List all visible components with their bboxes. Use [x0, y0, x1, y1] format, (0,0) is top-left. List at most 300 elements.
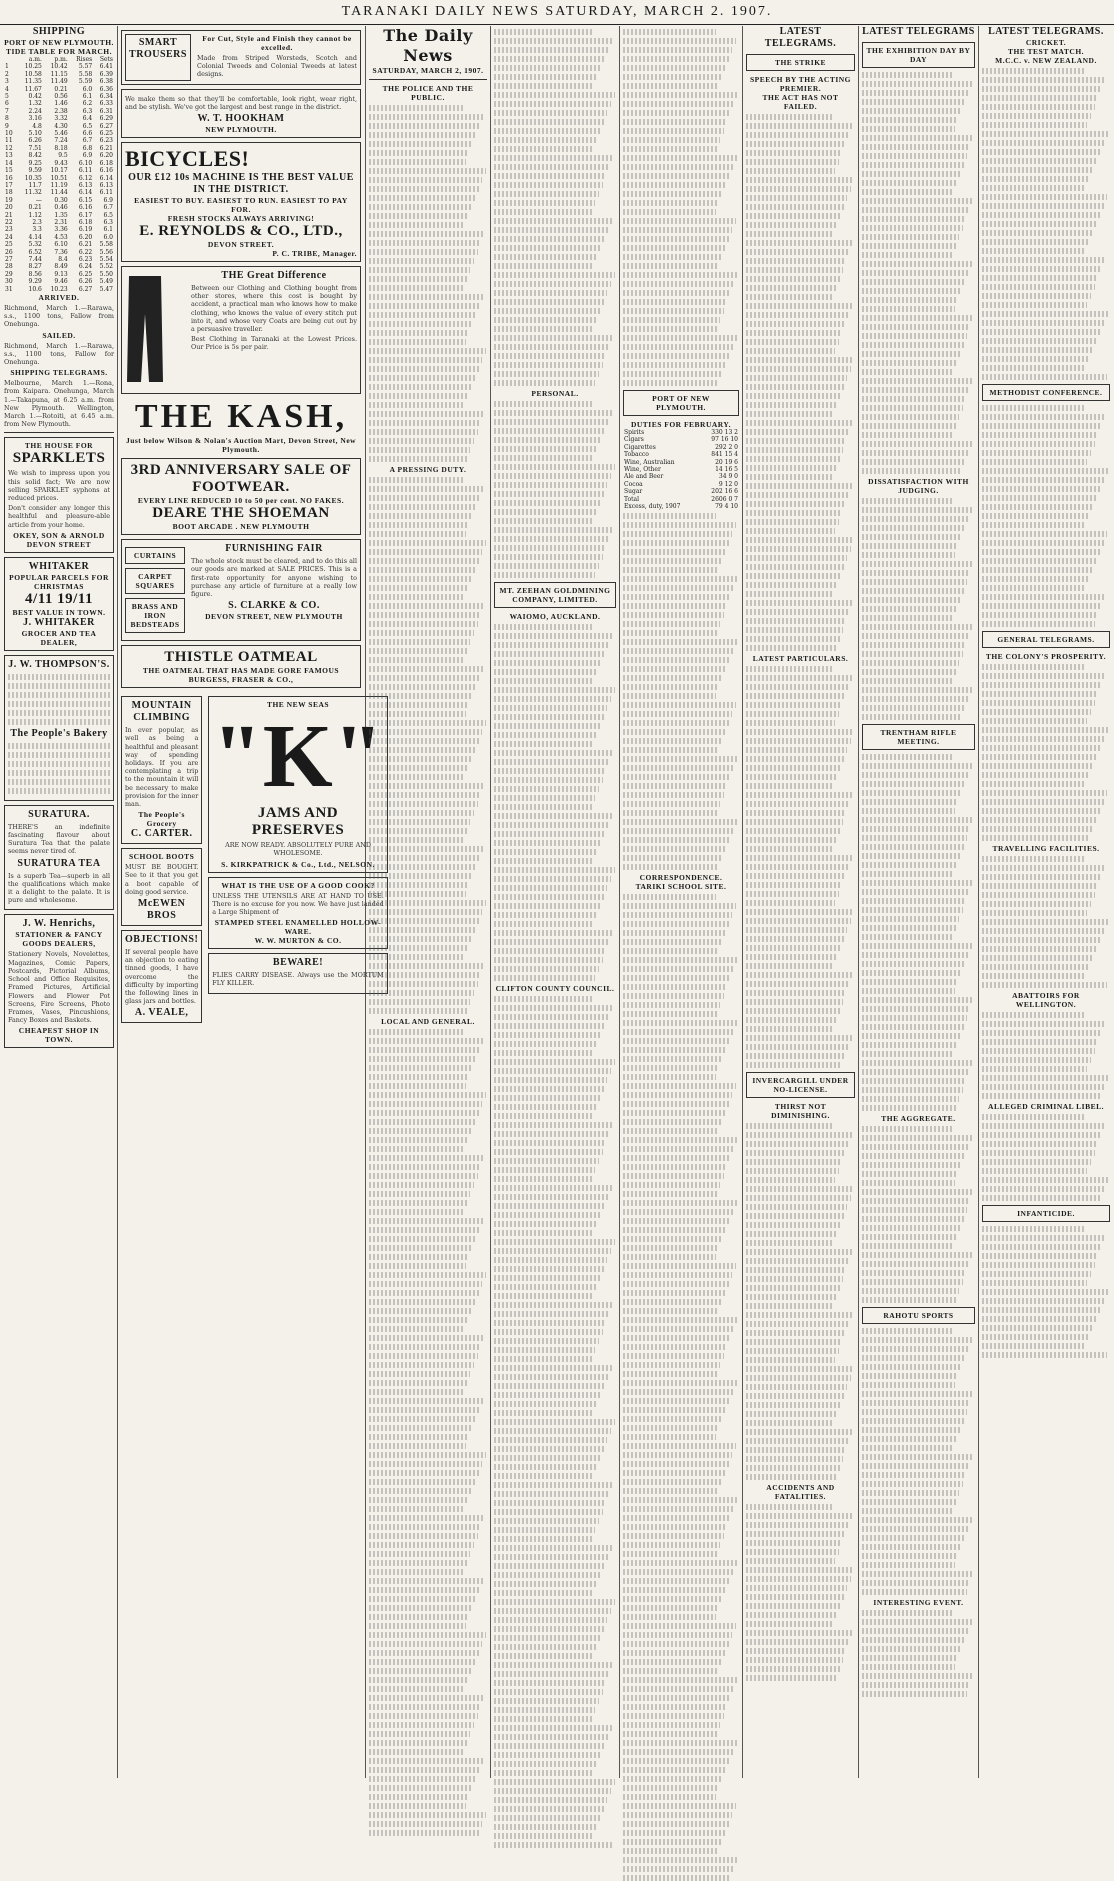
telegrams-heading: SHIPPING TELEGRAMS.	[10, 368, 108, 378]
text-line	[623, 549, 725, 555]
text-line	[494, 1302, 614, 1308]
text-line	[746, 294, 833, 300]
text-line	[494, 1554, 609, 1560]
text-line	[494, 254, 598, 260]
text-line	[369, 1155, 485, 1161]
article-body	[494, 996, 616, 1848]
text-line	[623, 1722, 720, 1728]
arrived-heading: ARRIVED.	[38, 293, 80, 302]
text-line	[982, 531, 1107, 537]
text-line	[623, 1191, 717, 1197]
article-body	[862, 1610, 975, 1697]
text-line	[746, 1456, 843, 1462]
text-line	[862, 252, 952, 258]
text-line	[862, 781, 965, 787]
text-line	[862, 1135, 972, 1141]
table-row: 2 10.58 11.15 5.58 6.39	[5, 70, 113, 78]
text-line	[862, 1033, 960, 1039]
text-line	[982, 414, 1106, 420]
text-line	[623, 702, 736, 708]
text-line	[746, 159, 839, 165]
text-line	[623, 693, 716, 699]
ad-title: 3RD ANNIVERSARY SALE OF FOOTWEAR.	[130, 462, 352, 496]
article-heading: TARIKI SCHOOL SITE.	[635, 882, 727, 892]
text-line	[494, 1815, 600, 1821]
text-line	[746, 420, 853, 426]
text-line	[369, 1008, 467, 1014]
text-line	[369, 981, 478, 987]
text-line	[746, 918, 851, 924]
text-line	[862, 288, 961, 294]
ad-heading: The People's Grocery	[138, 810, 185, 829]
text-line	[623, 1785, 719, 1791]
text-line	[494, 545, 606, 551]
text-line	[982, 808, 1100, 814]
text-line	[623, 1632, 732, 1638]
text-line	[982, 68, 1084, 74]
text-line	[862, 225, 963, 231]
text-line	[982, 329, 1101, 335]
text-line	[494, 921, 593, 927]
text-line	[494, 1194, 609, 1200]
text-line	[746, 1213, 844, 1219]
text-line	[862, 1096, 959, 1102]
text-line	[494, 1788, 611, 1794]
text-line	[862, 687, 972, 693]
text-line	[494, 1599, 615, 1605]
text-line	[982, 104, 1095, 110]
article-heading: THE COLONY'S PROSPERITY.	[985, 652, 1107, 661]
text-line	[982, 212, 1100, 218]
text-line	[623, 1389, 733, 1395]
text-line	[862, 162, 964, 168]
text-line	[369, 1551, 470, 1557]
text-line	[369, 747, 475, 753]
ad-title: OBJECTIONS!	[125, 934, 199, 946]
text-line	[746, 1195, 851, 1201]
text-line	[623, 218, 736, 224]
text-line	[746, 474, 833, 480]
text-line	[623, 1830, 725, 1836]
text-line	[862, 1207, 967, 1213]
text-line	[746, 738, 851, 744]
text-line	[494, 227, 609, 233]
ad-text: We wish to impress upon you this solid fact; We are now selling SPARKLET syphons at reduced prices.	[8, 469, 110, 503]
text-line	[494, 308, 600, 314]
text-line	[623, 540, 729, 546]
text-line	[862, 324, 970, 330]
text-line	[746, 792, 853, 798]
text-line	[623, 1686, 734, 1692]
text-line	[746, 882, 842, 888]
ad-heading: OUR £12 10s MACHINE IS THE BEST VALUE IN THE DISTRICT.	[128, 172, 354, 196]
text-line	[746, 393, 841, 399]
text-line	[862, 459, 965, 465]
text-line	[862, 534, 961, 540]
text-line	[623, 720, 729, 726]
text-line	[982, 167, 1093, 173]
text-line	[862, 1472, 966, 1478]
text-line	[369, 1218, 483, 1224]
paper-date: SATURDAY, MARCH 2, 1907.	[372, 66, 484, 75]
text-line	[494, 1464, 596, 1470]
text-line	[862, 1445, 954, 1451]
article-heading: THE TEST MATCH.	[1007, 47, 1085, 56]
text-line	[369, 1713, 478, 1719]
text-line	[623, 1866, 734, 1872]
text-line	[494, 1320, 606, 1326]
text-line	[623, 1380, 737, 1386]
text-line	[982, 441, 1095, 447]
text-line	[982, 320, 1105, 326]
text-line	[623, 209, 716, 215]
article-body	[369, 477, 487, 1014]
text-line	[623, 38, 736, 44]
text-line	[494, 299, 604, 305]
text-line	[746, 384, 844, 390]
ad-text: In ever popular, as well as being a healthful and pleasant way of spending holidays. If you are contemplating a trip to the mountain it will be necessary to make provision for the inner man.	[125, 726, 199, 809]
text-line	[982, 817, 1096, 823]
text-line	[494, 948, 606, 954]
text-line	[494, 491, 604, 497]
text-line	[369, 1488, 472, 1494]
ad-firm: W. T. HOOKHAM	[197, 113, 285, 125]
text-line	[982, 77, 1106, 83]
text-line	[623, 1515, 731, 1521]
text-line	[982, 772, 1090, 778]
text-line	[494, 750, 614, 756]
text-line	[623, 1065, 719, 1071]
beware-ad	[208, 953, 387, 993]
text-line	[982, 1150, 1095, 1156]
ad-address: NEW PLYMOUTH.	[205, 125, 277, 135]
footwear-ad	[121, 458, 361, 535]
text-line	[623, 648, 733, 654]
text-line	[623, 657, 730, 663]
text-line	[746, 1168, 839, 1174]
text-line	[746, 936, 844, 942]
article-body	[746, 1504, 855, 1681]
text-line	[494, 290, 607, 296]
text-line	[494, 1626, 604, 1632]
text-line	[746, 720, 835, 726]
text-line	[746, 645, 836, 651]
ad-prices: 4/11 19/11	[25, 590, 93, 607]
text-line	[369, 1605, 473, 1611]
text-line	[369, 114, 483, 120]
table-row: 21 1.12 1.35 6.17 6.5	[5, 211, 113, 219]
text-line	[369, 666, 483, 672]
text-line	[369, 729, 482, 735]
text-line	[862, 1252, 973, 1258]
text-line	[369, 141, 473, 147]
text-line	[746, 1558, 835, 1564]
text-line	[746, 819, 843, 825]
text-line	[494, 777, 603, 783]
text-line	[862, 817, 974, 823]
text-line	[982, 549, 1100, 555]
text-line	[746, 1429, 853, 1435]
text-line	[494, 912, 596, 918]
text-line	[746, 810, 846, 816]
text-line	[623, 567, 718, 573]
text-line	[369, 576, 472, 582]
text-line	[982, 1021, 1106, 1027]
text-line	[746, 357, 854, 363]
text-line	[746, 609, 850, 615]
article-heading: DUTIES FOR FEBRUARY.	[630, 420, 732, 429]
text-line	[369, 1695, 485, 1701]
text-line	[494, 1590, 594, 1596]
text-line	[623, 155, 737, 161]
article-heading: ACCIDENTS AND FATALITIES.	[766, 1483, 835, 1501]
text-line	[369, 438, 474, 444]
text-line	[746, 501, 845, 507]
text-line	[369, 1272, 486, 1278]
text-line	[862, 1189, 974, 1195]
text-line	[494, 353, 606, 359]
text-line	[623, 1578, 730, 1584]
text-line	[494, 1230, 594, 1236]
article-heading: THE EXHIBITION DAY BY DAY	[862, 42, 975, 68]
text-line	[623, 921, 729, 927]
text-line	[494, 1023, 605, 1029]
article-heading: SPEECH BY THE ACTING PREMIER.	[749, 75, 852, 93]
text-line	[862, 1078, 966, 1084]
text-line	[862, 396, 966, 402]
text-line	[494, 1041, 598, 1047]
text-line	[982, 982, 1107, 988]
text-line	[369, 348, 486, 354]
text-line	[369, 1038, 483, 1044]
text-line	[494, 200, 595, 206]
article-body	[982, 856, 1110, 988]
column-rule	[742, 26, 743, 1778]
text-line	[369, 1299, 475, 1305]
text-line	[862, 1337, 972, 1343]
text-line	[862, 979, 958, 985]
text-line	[369, 972, 481, 978]
text-line	[982, 937, 1101, 943]
text-line	[862, 135, 974, 141]
hookham-ad	[121, 89, 361, 138]
article-body	[623, 29, 739, 386]
text-line	[623, 1407, 726, 1413]
article-body	[862, 754, 975, 1111]
text-line	[746, 528, 835, 534]
text-line	[369, 630, 474, 636]
text-line	[982, 964, 1090, 970]
text-line	[369, 1110, 479, 1116]
text-line	[982, 1141, 1098, 1147]
text-line	[494, 1401, 598, 1407]
text-line	[494, 996, 592, 1002]
text-line	[369, 756, 472, 762]
text-line	[369, 1065, 473, 1071]
text-line	[982, 718, 1087, 724]
text-line	[746, 339, 839, 345]
text-line	[369, 648, 467, 654]
text-line	[494, 1365, 612, 1371]
text-line	[862, 615, 954, 621]
text-line	[369, 792, 481, 798]
text-line	[369, 801, 478, 807]
text-line	[982, 365, 1086, 371]
text-line	[369, 1767, 480, 1773]
text-line	[862, 1526, 968, 1532]
text-line	[746, 222, 838, 228]
text-line	[369, 549, 482, 555]
text-line	[369, 1200, 467, 1206]
text-line	[494, 1311, 610, 1317]
text-line	[862, 516, 968, 522]
text-line	[982, 311, 1109, 317]
text-line	[369, 1587, 480, 1593]
text-line	[862, 198, 973, 204]
text-line	[494, 1581, 598, 1587]
text-line	[369, 1344, 481, 1350]
text-line	[982, 1271, 1091, 1277]
text-line	[369, 603, 485, 609]
text-line	[746, 1420, 834, 1426]
text-line	[862, 1535, 965, 1541]
trousers-icon	[125, 274, 165, 384]
port-heading: PORT OF NEW PLYMOUTH.	[4, 38, 114, 47]
text-line	[623, 29, 716, 35]
ad-firm: S. KIRKPATRICK & Co., Ltd., NELSON.	[221, 859, 375, 869]
text-line	[862, 1270, 966, 1276]
text-line	[369, 1749, 463, 1755]
text-line	[369, 267, 470, 273]
furnishing-ad	[121, 539, 361, 641]
text-line	[746, 909, 854, 915]
article-body	[746, 1123, 855, 1480]
column-telegrams-1	[746, 26, 855, 1778]
text-line	[494, 56, 605, 62]
text-line	[369, 837, 463, 843]
text-line	[623, 684, 719, 690]
text-line	[369, 330, 469, 336]
text-line	[862, 1198, 970, 1204]
text-line	[623, 585, 734, 591]
text-line	[369, 954, 465, 960]
text-line	[746, 285, 836, 291]
text-line	[746, 1222, 841, 1228]
text-line	[494, 119, 604, 125]
section-heading: LATEST TELEGRAMS	[862, 26, 975, 37]
text-line	[494, 849, 598, 855]
text-line	[623, 1551, 717, 1557]
text-line	[494, 281, 611, 287]
text-line	[746, 600, 853, 606]
text-line	[369, 123, 480, 129]
text-line	[369, 1047, 480, 1053]
table-row: 14 9.25 9.43 6.10 6.18	[5, 159, 113, 167]
text-line	[369, 1326, 465, 1332]
text-line	[623, 1308, 718, 1314]
text-line	[746, 783, 834, 789]
text-line	[494, 344, 610, 350]
text-line	[746, 999, 843, 1005]
text-line	[369, 1335, 485, 1341]
text-line	[982, 1334, 1090, 1340]
text-line	[494, 263, 594, 269]
text-line	[623, 1047, 726, 1053]
text-line	[494, 858, 594, 864]
text-line	[369, 486, 483, 492]
suratura-ad	[4, 805, 114, 911]
text-line	[369, 702, 469, 708]
text-line	[369, 231, 485, 237]
text-line	[623, 594, 731, 600]
text-line	[862, 333, 967, 339]
table-row: 28 8.27 8.49 6.24 5.52	[5, 263, 113, 271]
text-line	[494, 455, 594, 461]
text-line	[369, 918, 479, 924]
text-line	[494, 410, 612, 416]
text-line	[746, 765, 841, 771]
text-line	[494, 1284, 596, 1290]
table-row: 12 7.51 8.18 6.8 6.21	[5, 144, 113, 152]
text-line	[982, 1343, 1086, 1349]
text-line	[494, 371, 599, 377]
text-line	[369, 321, 473, 327]
text-line	[862, 853, 960, 859]
text-line	[369, 891, 466, 897]
text-line	[746, 321, 845, 327]
text-line	[982, 874, 1102, 880]
text-line	[982, 338, 1097, 344]
text-line	[862, 1297, 956, 1303]
ad-title: BICYCLES!	[125, 146, 250, 172]
text-line	[623, 747, 718, 753]
column-rule	[490, 26, 491, 1778]
trousers-ad	[121, 30, 361, 85]
text-line	[862, 826, 970, 832]
text-line	[746, 891, 839, 897]
text-line	[746, 1594, 844, 1600]
text-line	[494, 768, 606, 774]
text-line	[746, 846, 833, 852]
text-line	[494, 1383, 605, 1389]
text-line	[623, 1236, 723, 1242]
text-line	[623, 1092, 732, 1098]
text-line	[746, 177, 854, 183]
tide-header-cell: Sets	[99, 56, 113, 63]
ad-text: FLIES CARRY DISEASE. Always use the MORTUM FLY KILLER.	[212, 971, 384, 988]
table-row: 6 1.32 1.46 6.2 6.33	[5, 100, 113, 108]
ad-item: CURTAINS	[125, 547, 185, 564]
table-row: 24 4.14 4.53 6.20 6.0	[5, 233, 113, 241]
text-line	[862, 871, 954, 877]
text-line	[494, 1338, 599, 1344]
ad-text: BEST VALUE IN TOWN.	[12, 607, 106, 617]
article-heading: THE AGGREGATE.	[881, 1114, 956, 1123]
text-line	[494, 1077, 607, 1083]
ad-item: CARPET SQUARES	[125, 568, 185, 594]
text-line	[369, 1641, 482, 1647]
text-line	[623, 513, 716, 519]
text-line	[982, 1114, 1084, 1120]
text-line	[746, 591, 834, 597]
text-line	[746, 240, 853, 246]
text-line	[982, 673, 1106, 679]
text-line	[982, 919, 1109, 925]
text-line	[369, 1245, 473, 1251]
text-line	[369, 1191, 470, 1197]
text-line	[623, 1002, 720, 1008]
text-line	[862, 1409, 967, 1415]
